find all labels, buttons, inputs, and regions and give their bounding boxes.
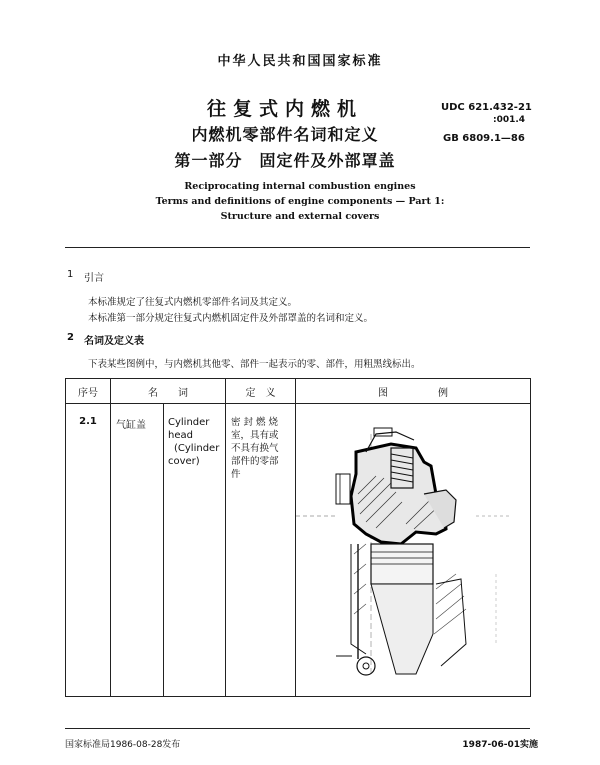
cylinder-head-drawing (296, 404, 530, 690)
term-cn-col (111, 416, 163, 696)
table-row (66, 404, 531, 697)
section-1-heading: 引言 (84, 273, 104, 284)
header-seq: 序号 (66, 379, 111, 404)
title-line-1: 往复式内燃机 (206, 98, 363, 120)
definition-line-5: 件 (231, 469, 241, 480)
english-title-line-1: Reciprocating internal combustion engines (184, 181, 416, 192)
section-1-number: 1 (67, 269, 74, 280)
row-seq: 2.1 (79, 416, 97, 427)
row-figure-cell (296, 404, 531, 697)
term-en-line-2: head (168, 430, 193, 441)
header-definition: 定 义 (226, 379, 296, 404)
udc-code-sub: :001.4 (493, 115, 526, 125)
definition-line-2: 室，具有或 (231, 430, 279, 441)
title-line-3: 第一部分 固定件及外部罩盖 (174, 151, 396, 170)
footer-divider (65, 728, 530, 729)
term-en-line-3: (Cylinder (174, 443, 220, 454)
gb-code: GB 6809.1—86 (443, 133, 525, 144)
definition-line-1: 密封燃烧 (231, 417, 282, 428)
english-title-line-3: Structure and external covers (220, 211, 380, 222)
term-en-col (163, 404, 225, 696)
section-2-heading: 名词及定义表 (84, 336, 144, 347)
row-definition-cell (226, 404, 296, 697)
issuer-heading: 中华人民共和国国家标准 (217, 54, 383, 69)
term-en-line-1: Cylinder (168, 417, 210, 428)
definition-line-4: 部件的零部 (231, 456, 279, 467)
effective-date: 1987-06-01实施 (462, 740, 538, 750)
terms-table (65, 378, 531, 697)
term-en-line-4: cover) (168, 456, 200, 467)
header-divider (65, 247, 530, 248)
section-1-para-1: 本标准规定了往复式内燃机零部件名词及其定义。 (88, 297, 298, 308)
publish-date: 国家标准局1986-08-28发布 (65, 740, 181, 750)
english-title-line-2: Terms and definitions of engine components — Part 1: (155, 196, 445, 207)
definition-line-3: 不具有换气 (231, 443, 279, 454)
header-term: 名 词 (111, 379, 226, 404)
section-2-number: 2 (67, 332, 74, 343)
section-2-para-1: 下表某些图例中，与内燃机其他零、部件一起表示的零、部件，用粗黑线标出。 (88, 359, 421, 370)
table-header-row (66, 379, 531, 404)
title-line-2: 内燃机零部件名词和定义 (191, 125, 379, 144)
udc-code: UDC 621.432-21 (441, 102, 532, 113)
section-1-para-2: 本标准第一部分规定往复式内燃机固定件及外部罩盖的名词和定义。 (88, 313, 374, 324)
header-figure: 图 例 (296, 379, 531, 404)
term-cn: 气缸盖 (116, 420, 146, 431)
row-seq-cell (66, 404, 111, 697)
row-term-cell (111, 404, 226, 697)
